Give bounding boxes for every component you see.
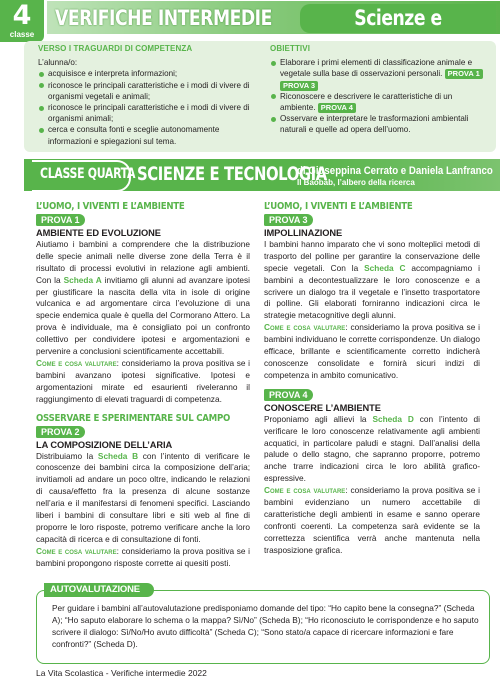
prova-tag: PROVA 4 bbox=[264, 389, 313, 401]
paragraph-text: I bambini hanno imparato che vi sono molteplici metodi di trasporto del polline per garantire la conservazione delle specie vegetali. Con la bbox=[264, 238, 480, 273]
prova-tag: PROVA 2 bbox=[36, 426, 85, 438]
page-header bbox=[0, 0, 500, 40]
list-item bbox=[270, 91, 488, 113]
paragraph-text: Distribuiamo la bbox=[36, 450, 98, 461]
scheda-ref: Scheda D bbox=[372, 413, 414, 424]
prova-chip: PROVA 1 bbox=[445, 69, 483, 79]
section-authors: di Giuseppina Cerrato e Daniela Lanfranco bbox=[297, 165, 493, 177]
traguardi-intro: L’alunna/o: bbox=[38, 58, 78, 68]
prova-chip: PROVA 4 bbox=[318, 103, 356, 113]
valutare-label: Come e cosa valutare bbox=[264, 322, 346, 333]
scheda-ref: Scheda B bbox=[97, 450, 139, 461]
list-item: riconosce le principali caratteristiche e i modi di vivere di organismi vegetali e animali; bbox=[38, 80, 260, 102]
obiettivo-text: Elaborare i primi elementi di classificazione animale e vegetale sulla base di osservazioni personali. bbox=[280, 58, 473, 79]
valutare-label: Come e cosa valutare bbox=[36, 357, 117, 368]
subject-text: Scienze e bbox=[354, 6, 442, 30]
obiettivo-text: Riconoscere e descrivere le caratteristiche di un ambiente. bbox=[280, 91, 453, 113]
paragraph-text: : consideriamo la prova positiva se i bambini propongono risposte corrette ai quesiti posti. bbox=[36, 545, 251, 568]
scheda-ref: Scheda A bbox=[63, 274, 102, 285]
paragraph-text: invitiamo gli alunni ad avanzare ipotesi per giustificare la nascita della vita in isole di origine vulcanica e ad argomentare circa l’evoluzione di una specie endemica quale è quella del Cormorano Attero. La prova è individuale, ma è consigliato poi un confronto collettivo per condividere ipotesi e argomentazioni e pervenire a conclusioni scientificamente accettabili. bbox=[36, 274, 250, 357]
autovalutazione-text: Per guidare i bambini all’autovalutazione predisponiamo domande del tipo: “Ho capito bene la consegna?” (Scheda A); “Ho saputo elaborare lo schema o la mappa? Sì/No” (Scheda B); “Ho riconosciuto le corrispondenze e ho saputo scrivere il dialogo: Sì/No/Ho avuto difficoltà” (Scheda C); “Sono stato/a capace di ricercare informazioni e fare confronti?” (Scheda D). bbox=[52, 603, 479, 649]
list-item: riconosce le principali caratteristiche e i modi di vivere di organismi animali; bbox=[38, 102, 260, 124]
paragraph-text: : consideriamo la prova positiva se i bambini evidenziano un numero accettabile di caratteristiche degli ambienti in esame e sanno operare confronti coerenti. La competenza sarà evidente se la correttezza scientifica verrà anche mantenuta nella trasposizione grafica. bbox=[264, 485, 480, 555]
topic-heading: L’UOMO, I VIVENTI E L’AMBIENTE bbox=[36, 201, 185, 212]
obiettivi-list bbox=[270, 57, 488, 135]
left-column bbox=[36, 200, 250, 570]
prova-paragraph bbox=[264, 414, 480, 485]
traguardi-column bbox=[38, 43, 260, 147]
prova-title: CONOSCERE L’AMBIENTE bbox=[264, 402, 381, 413]
section-title: SCIENZE E TECNOLOGIA bbox=[137, 163, 327, 185]
valutare-paragraph bbox=[36, 546, 250, 570]
valutare-paragraph bbox=[36, 358, 250, 406]
prova-paragraph bbox=[36, 239, 250, 358]
valutare-label: Come e cosa valutare bbox=[264, 485, 346, 496]
list-item: cerca e consulta fonti e sceglie autonomamente informazioni e spiegazioni sul tema. bbox=[38, 124, 260, 146]
prova-title: IMPOLLINAZIONE bbox=[264, 227, 343, 238]
scheda-ref: Scheda C bbox=[364, 262, 406, 273]
class-label: classe bbox=[9, 30, 35, 39]
paragraph-text: con l’intento di verificare le conoscenze dei bambini circa la composizione dell’aria; invitiamoli ad andare un poco oltre, indicando le relazioni di causa/effetto fra la presenza di alcune sostanze nell’aria e il manifestarsi di fenomeni specifici. Lasciando liberi i bambini di consultare libri e siti web al fine di proporre le loro risposte, potremo verificare anche la loro capacità di ricerca e di consultazione di fonti. bbox=[36, 450, 250, 544]
section-class-label: CLASSE QUARTA bbox=[40, 166, 136, 182]
prova-tag: PROVA 1 bbox=[36, 214, 85, 226]
paragraph-text: Proponiamo agli allievi la bbox=[264, 413, 373, 424]
paragraph-text: : consideriamo la prova positiva se i bambini avanzano ipotesi significative. Ipotesi e argomentazioni mirate ed esaurienti riveleranno il raggiungimento di elevati traguardi di competenza. bbox=[36, 357, 251, 404]
prova-chip: PROVA 3 bbox=[280, 81, 318, 91]
paragraph-text: con l’intento di verificare le loro conoscenze relativamente agli ambienti acquatici, in particolare paludi e stagni. Dall’analisi della palude o dello stagno, che sapranno proporre, potremo anche trarre indicazioni circa le loro abilità grafico-espressive. bbox=[264, 413, 480, 484]
list-item: Osservare e interpretare le trasformazioni ambientali naturali e quelle ad opera dell’uomo. bbox=[270, 113, 488, 135]
topic-heading: OSSERVARE E SPERIMENTARE SUL CAMPO bbox=[36, 412, 231, 424]
paragraph-text: : consideriamo la prova positiva se i bambini individuano le corrette corrispondenze. Un dialogo efficace, brillante e scientificamente corretto indicherà conoscenze consolidate e fornirà sicuri indizi di competenza in ambito comunicativo. bbox=[264, 322, 480, 380]
traguardi-heading: VERSO I TRAGUARDI DI COMPETENZA bbox=[38, 44, 193, 53]
valutare-label: Come e cosa valutare bbox=[36, 545, 117, 556]
subject-label bbox=[300, 4, 496, 33]
class-badge bbox=[0, 0, 44, 42]
list-item bbox=[270, 57, 488, 91]
page-title: VERIFICHE INTERMEDIE bbox=[55, 6, 272, 30]
list-item: acquisisce e interpreta informazioni; bbox=[38, 68, 260, 79]
prova-tag: PROVA 3 bbox=[264, 214, 313, 226]
class-number: 4 bbox=[12, 0, 32, 31]
valutare-paragraph bbox=[264, 485, 480, 556]
prova-paragraph bbox=[264, 239, 480, 322]
valutare-paragraph bbox=[264, 322, 480, 382]
page-footer: La Vita Scolastica - Verifiche intermedie 2022 bbox=[36, 668, 207, 678]
traguardi-list bbox=[38, 68, 260, 146]
section-source: Il Baobab, l’albero della ricerca bbox=[297, 178, 415, 187]
prova-title: AMBIENTE ED EVOLUZIONE bbox=[36, 227, 161, 238]
paragraph-text: Aiutiamo i bambini a comprendere che la distribuzione delle specie animali nelle diverse zone della Terra è il risultato di processi evolutivi in relazione agli ambienti. Con la bbox=[36, 238, 250, 285]
topic-heading: L’UOMO, I VIVENTI E L’AMBIENTE bbox=[264, 201, 413, 212]
paragraph-text: accompagniamo i bambini a decontestualizzare le loro conoscenze e a scrivere un dialogo tra il vegetale e l’insetto trasportatore di polline. Gli elaborati forniranno indicazioni circa le strategie metacognitive degli alunni. bbox=[264, 262, 480, 321]
autovalutazione-label: AUTOVALUTAZIONE bbox=[44, 583, 154, 597]
obiettivi-heading: OBIETTIVI bbox=[270, 44, 311, 53]
obiettivi-column bbox=[270, 43, 488, 136]
prova-title: LA COMPOSIZIONE DELL’ARIA bbox=[36, 439, 173, 450]
right-column bbox=[264, 200, 480, 557]
prova-paragraph bbox=[36, 451, 250, 546]
